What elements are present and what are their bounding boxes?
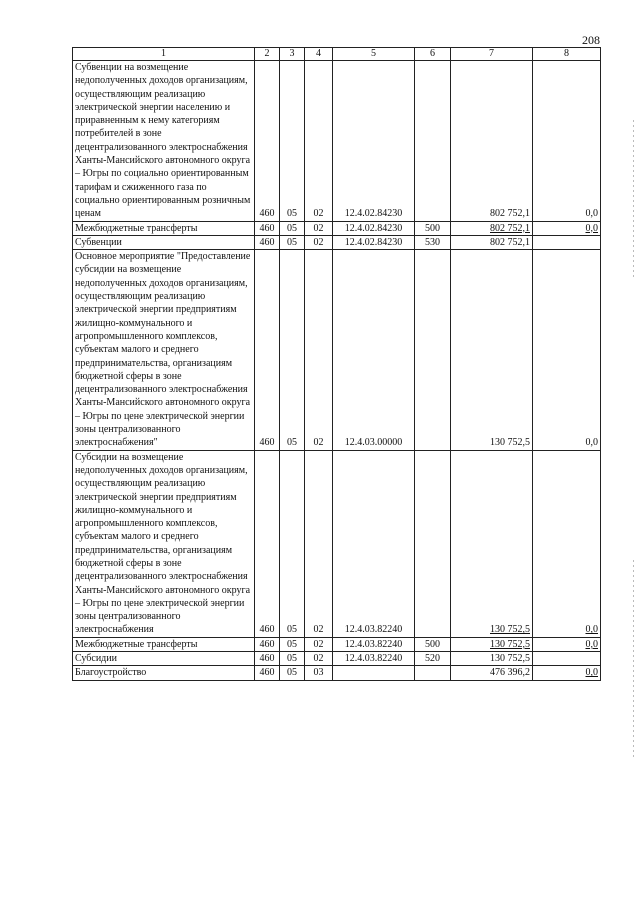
cell-admin: 460 bbox=[255, 221, 280, 235]
cell-target: 12.4.02.84230 bbox=[333, 235, 415, 249]
cell-section: 05 bbox=[280, 652, 305, 666]
cell-admin: 460 bbox=[255, 637, 280, 651]
cell-type bbox=[415, 450, 451, 637]
cell-section: 05 bbox=[280, 250, 305, 450]
row-name: Межбюджетные трансферты bbox=[73, 221, 255, 235]
cell-target: 12.4.02.84230 bbox=[333, 221, 415, 235]
cell-subsection: 02 bbox=[305, 450, 333, 637]
cell-target: 12.4.03.82240 bbox=[333, 450, 415, 637]
table-row bbox=[73, 250, 601, 450]
row-name: Основное мероприятие "Предоставление субсидии на возмещение недополученных доходов организациям, осуществляющим реализацию электрической энергии предприятиям жилищно-коммунального и агропромышленного комплексов, субъектам малого и среднего предпринимательства, организациям бюджетной сферы в зоне децентрализованного электроснабжения Ханты-Мансийского автономного округа – Югры по цене электрической энергии зоны централизованного электроснабжения" bbox=[73, 250, 255, 450]
cell-section: 05 bbox=[280, 637, 305, 651]
cell-section: 05 bbox=[280, 235, 305, 249]
scan-edge-mark bbox=[633, 120, 634, 280]
cell-type: 520 bbox=[415, 652, 451, 666]
cell-type: 500 bbox=[415, 221, 451, 235]
table-row bbox=[73, 235, 601, 249]
cell-section: 05 bbox=[280, 450, 305, 637]
cell-target: 12.4.03.00000 bbox=[333, 250, 415, 450]
cell-subsection: 02 bbox=[305, 652, 333, 666]
table-row bbox=[73, 61, 601, 222]
cell-amount: 802 752,1 bbox=[451, 61, 533, 222]
cell-target: 12.4.03.82240 bbox=[333, 652, 415, 666]
row-name: Субсидии на возмещение недополученных доходов организациям, осуществляющим реализацию электрической энергии предприятиям жилищно-коммунального и агропромышленного комплексов, субъектам малого и среднего предпринимательства, организациям бюджетной сферы в зоне децентрализованного электроснабжения Ханты-Мансийского автономного округа – Югры по цене электрической энергии зоны централизованного электроснабжения bbox=[73, 450, 255, 637]
header-cell: 6 bbox=[415, 48, 451, 61]
cell-target bbox=[333, 666, 415, 680]
cell-type bbox=[415, 666, 451, 680]
cell-admin: 460 bbox=[255, 652, 280, 666]
header-cell: 2 bbox=[255, 48, 280, 61]
cell-subsection: 02 bbox=[305, 221, 333, 235]
cell-type bbox=[415, 61, 451, 222]
cell-subsection: 02 bbox=[305, 61, 333, 222]
cell-admin: 460 bbox=[255, 250, 280, 450]
cell-amount-2 bbox=[533, 235, 601, 249]
header-cell: 8 bbox=[533, 48, 601, 61]
cell-amount-2: 0,0 bbox=[533, 221, 601, 235]
cell-subsection: 02 bbox=[305, 250, 333, 450]
table-row bbox=[73, 666, 601, 680]
cell-amount-2: 0,0 bbox=[533, 61, 601, 222]
header-cell: 7 bbox=[451, 48, 533, 61]
header-cell: 3 bbox=[280, 48, 305, 61]
cell-admin: 460 bbox=[255, 450, 280, 637]
cell-type: 500 bbox=[415, 637, 451, 651]
cell-admin: 460 bbox=[255, 61, 280, 222]
header-row bbox=[73, 48, 601, 61]
table-row bbox=[73, 221, 601, 235]
table-row bbox=[73, 450, 601, 637]
cell-admin: 460 bbox=[255, 666, 280, 680]
cell-amount-2: 0,0 bbox=[533, 637, 601, 651]
row-name: Субсидии bbox=[73, 652, 255, 666]
row-name: Благоустройство bbox=[73, 666, 255, 680]
cell-amount: 130 752,5 bbox=[451, 637, 533, 651]
table-row bbox=[73, 637, 601, 651]
cell-amount-2: 0,0 bbox=[533, 666, 601, 680]
cell-type: 530 bbox=[415, 235, 451, 249]
header-cell: 5 bbox=[333, 48, 415, 61]
cell-amount: 130 752,5 bbox=[451, 450, 533, 637]
row-name: Межбюджетные трансферты bbox=[73, 637, 255, 651]
header-cell: 1 bbox=[73, 48, 255, 61]
header-cell: 4 bbox=[305, 48, 333, 61]
scan-edge-mark bbox=[633, 560, 634, 760]
cell-amount: 802 752,1 bbox=[451, 221, 533, 235]
cell-section: 05 bbox=[280, 666, 305, 680]
page-number: 208 bbox=[582, 33, 600, 47]
cell-amount: 802 752,1 bbox=[451, 235, 533, 249]
cell-subsection: 02 bbox=[305, 637, 333, 651]
cell-section: 05 bbox=[280, 61, 305, 222]
cell-target: 12.4.02.84230 bbox=[333, 61, 415, 222]
cell-target: 12.4.03.82240 bbox=[333, 637, 415, 651]
cell-amount: 130 752,5 bbox=[451, 652, 533, 666]
row-name: Субвенции на возмещение недополученных доходов организациям, осуществляющим реализацию электрической энергии населению и приравненным к нему категориям потребителей в зоне децентрализованного электроснабжения Ханты-Мансийского автономного округа – Югры по социально ориентированным тарифам и сжиженного газа по социально ориентированным розничным ценам bbox=[73, 61, 255, 222]
cell-amount-2: 0,0 bbox=[533, 250, 601, 450]
cell-amount-2: 0,0 bbox=[533, 450, 601, 637]
table-row bbox=[73, 652, 601, 666]
cell-amount: 130 752,5 bbox=[451, 250, 533, 450]
cell-type bbox=[415, 250, 451, 450]
cell-admin: 460 bbox=[255, 235, 280, 249]
cell-amount: 476 396,2 bbox=[451, 666, 533, 680]
cell-subsection: 03 bbox=[305, 666, 333, 680]
budget-table bbox=[72, 47, 601, 681]
cell-amount-2 bbox=[533, 652, 601, 666]
row-name: Субвенции bbox=[73, 235, 255, 249]
cell-subsection: 02 bbox=[305, 235, 333, 249]
cell-section: 05 bbox=[280, 221, 305, 235]
